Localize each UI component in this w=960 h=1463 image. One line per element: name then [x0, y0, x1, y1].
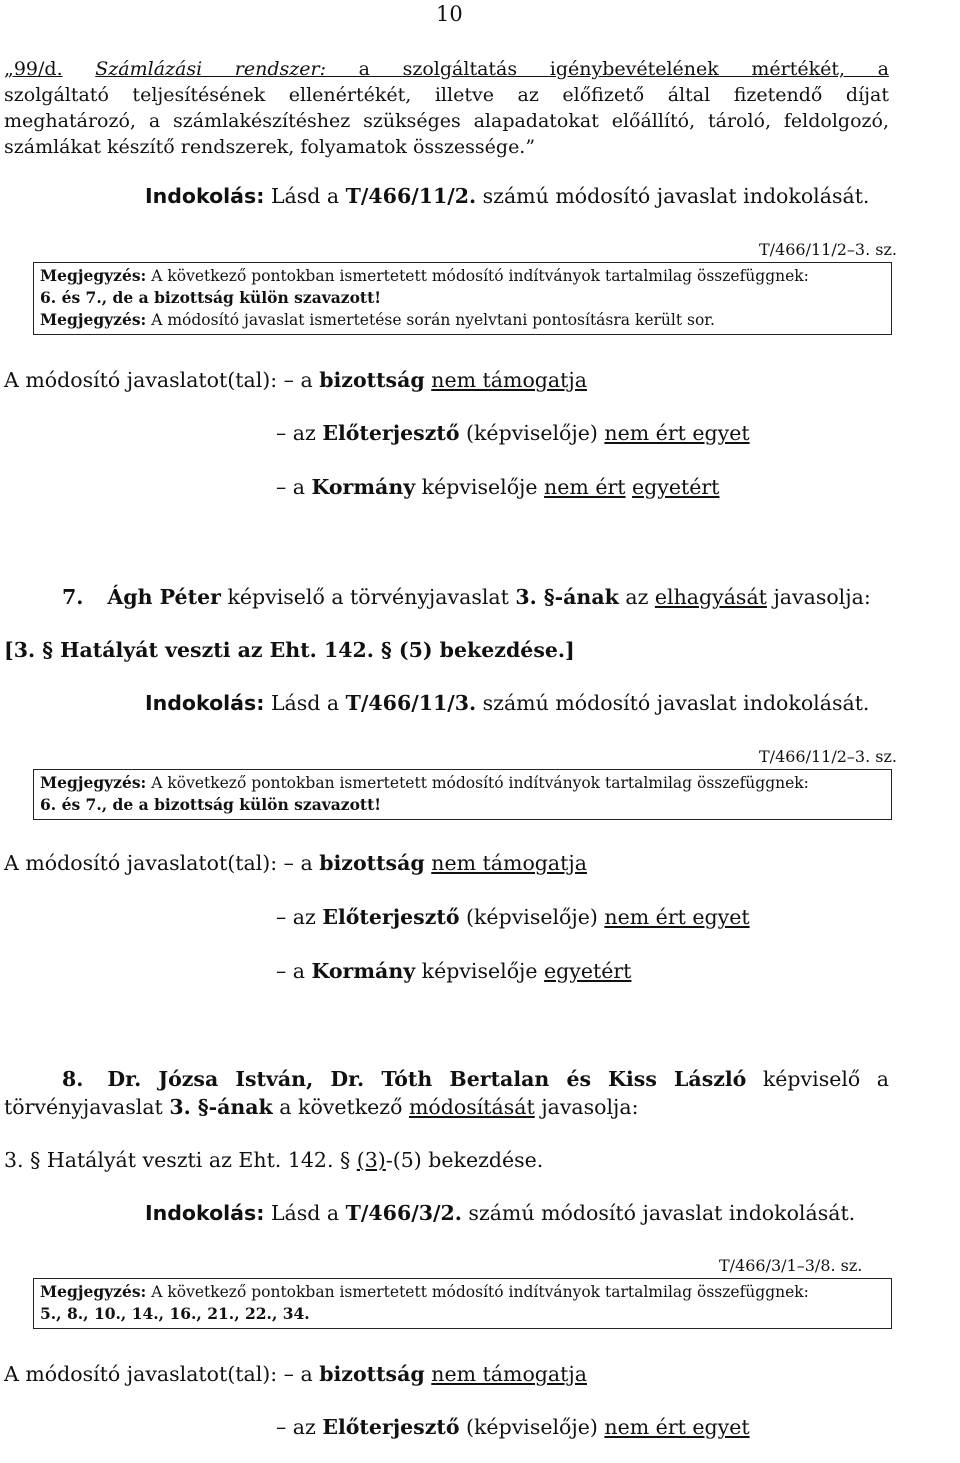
- note-box-3: Megjegyzés: A következő pontokban ismertetett módosító indítványok tartalmilag összefüggnek: 5., 8., 10., 14., 16., 21., 22., 34.: [33, 1278, 892, 1329]
- justification-3: Indokolás: Lásd a T/466/3/2. számú módosító javaslat indokolását.: [145, 1201, 856, 1225]
- quote-line-4: számlákat készítő rendszerek, folyamatok összessége.”: [4, 136, 536, 158]
- vote-presenter-1: – az Előterjesztő (képviselője) nem ért egyet: [276, 421, 750, 445]
- justification-1: Indokolás: Lásd a T/466/11/2. számú módosító javaslat indokolását.: [145, 184, 870, 208]
- item-7-heading: 7. Ágh Péter képviselő a törvényjavaslat 3. §-ának az elhagyását javasolja:: [62, 585, 871, 609]
- vote-committee-3: A módosító javaslatot(tal): – a bizottság nem támogatja: [4, 1362, 587, 1386]
- doc-reference-1: T/466/11/2–3. sz.: [759, 240, 897, 259]
- note-box-2: Megjegyzés: A következő pontokban ismertetett módosító indítványok tartalmilag összefüggnek: 6. és 7., de a bizottság külön szavazott!: [33, 769, 892, 820]
- quote-line-1: [4, 56, 889, 82]
- note-separate-vote: 6. és 7., de a bizottság külön szavazott!: [40, 288, 382, 307]
- vote-presenter-3: – az Előterjesztő (képviselője) nem ért egyet: [276, 1415, 750, 1439]
- justification-2: Indokolás: Lásd a T/466/11/3. számú módosító javaslat indokolását.: [145, 691, 870, 715]
- justification-doc-ref: T/466/11/2.: [345, 184, 477, 208]
- quote-point-number: „99/d.: [4, 58, 63, 80]
- doc-reference-2: T/466/11/2–3. sz.: [759, 747, 897, 766]
- vote-committee-2: A módosító javaslatot(tal): – a bizottság nem támogatja: [4, 851, 587, 875]
- item-8-proposers: Dr. Józsa István, Dr. Tóth Bertalan és Kiss László: [107, 1067, 747, 1091]
- item-8-text: 3. § Hatályát veszti az Eht. 142. § (3)-(5) bekezdése.: [4, 1148, 544, 1172]
- page-number: 10: [436, 2, 463, 26]
- vote-presenter-2: – az Előterjesztő (képviselője) nem ért egyet: [276, 905, 750, 929]
- item-8-heading: 8. Dr. Józsa István, Dr. Tóth Bertalan és Kiss László képviselő a: [62, 1067, 889, 1091]
- item-8-heading-cont: törvényjavaslat 3. §-ának a következő módosítását javasolja:: [4, 1095, 639, 1119]
- note-grammar: Megjegyzés: A módosító javaslat ismertetése során nyelvtani pontosításra került sor.: [40, 310, 715, 329]
- quote-text-1: a szolgáltatás igénybevételének mértékét, a: [326, 58, 889, 80]
- quote-line-2: szolgáltató teljesítésének ellenértékét, illetve az előfizető által fizetendő díjat: [4, 84, 889, 106]
- justification-label: Indokolás:: [145, 184, 265, 208]
- doc-reference-3: T/466/3/1–3/8. sz.: [719, 1256, 863, 1275]
- note-box-1: [33, 262, 892, 335]
- vote-committee-1: A módosító javaslatot(tal): – a bizottság nem támogatja: [4, 368, 587, 392]
- quote-term: Számlázási rendszer:: [95, 58, 327, 80]
- quote-line-3: meghatározó, a számlakészítéshez szükséges alapadatokat előállító, tároló, feldolgozó,: [4, 110, 889, 132]
- item-7-text: [3. § Hatályát veszti az Eht. 142. § (5) bekezdése.]: [4, 638, 575, 662]
- note-related: Megjegyzés: A következő pontokban ismertetett módosító indítványok tartalmilag összefüggnek:: [40, 266, 809, 285]
- vote-government-1: – a Kormány képviselője nem ért egyetért: [276, 475, 720, 499]
- vote-government-2: – a Kormány képviselője egyetért: [276, 959, 632, 983]
- item-7-proposer: Ágh Péter: [107, 585, 221, 609]
